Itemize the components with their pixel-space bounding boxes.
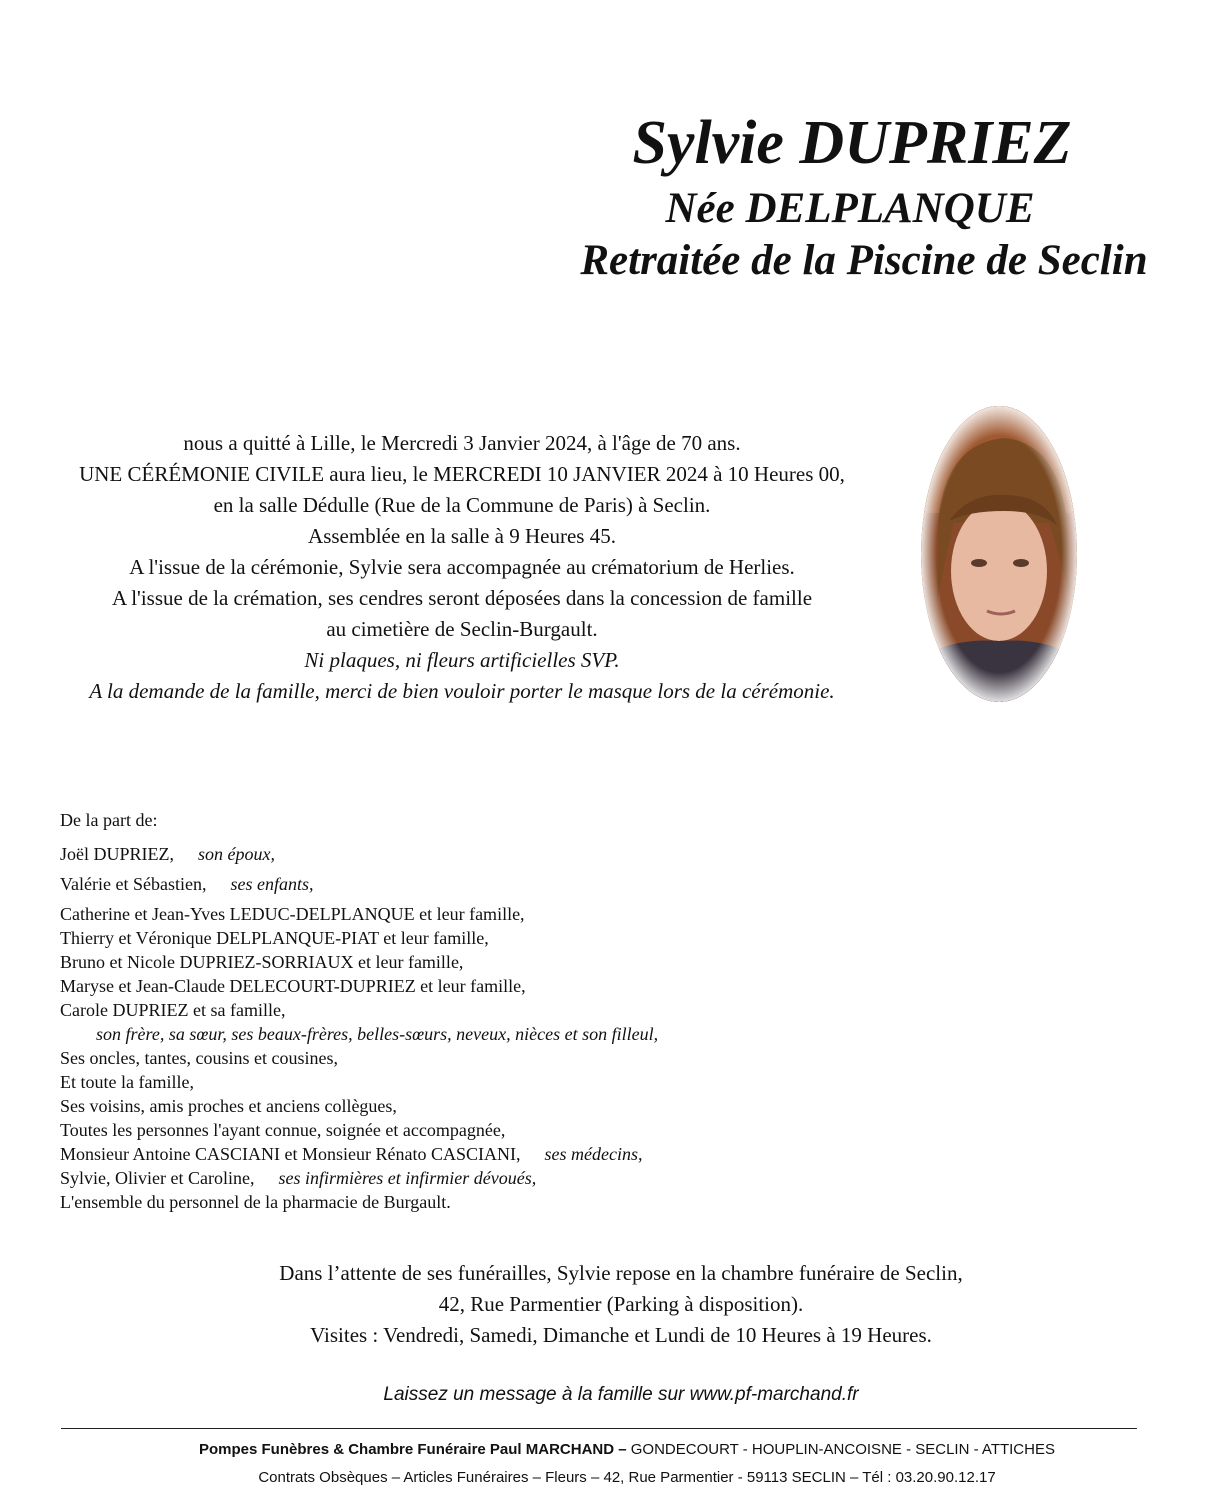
from-label: De la part de: — [60, 810, 158, 830]
family-name: Valérie et Sébastien, — [60, 874, 207, 894]
footer-divider — [61, 1428, 1137, 1429]
family-row-sibling: Maryse et Jean-Claude DELECOURT-DUPRIEZ et leur famille, — [60, 976, 526, 996]
family-relation: ses infirmières et infirmier dévoués, — [278, 1168, 537, 1188]
family-relation: ses médecins, — [544, 1144, 643, 1164]
announcement-line: nous a quitté à Lille, le Mercredi 3 Janvier 2024, à l'âge de 70 ans. — [183, 431, 741, 455]
family-row-sibling: Thierry et Véronique DELPLANQUE-PIAT et leur famille, — [60, 928, 489, 948]
funeral-line: 42, Rue Parmentier (Parking à disposition). — [438, 1292, 804, 1316]
family-row-nurses — [60, 1166, 658, 1190]
family-relation: son époux, — [198, 844, 275, 864]
announcement-note: Ni plaques, ni fleurs artificielles SVP. — [304, 648, 620, 672]
family-row-sibling: Carole DUPRIEZ et sa famille, — [60, 1000, 286, 1020]
deceased-name: Sylvie DUPRIEZ — [632, 109, 1072, 177]
family-row-sibling: Catherine et Jean-Yves LEDUC-DELPLANQUE et leur famille, — [60, 904, 525, 924]
company-locations: GONDECOURT - HOUPLIN-ANCOISNE - SECLIN - ATTICHES — [626, 1441, 1055, 1458]
announcement-note: A la demande de la famille, merci de bien vouloir porter le masque lors de la cérémonie. — [89, 679, 835, 703]
portrait-photo — [919, 403, 1079, 705]
funeral-info — [0, 1258, 1214, 1351]
family-name: Monsieur Antoine CASCIANI et Monsieur Rénato CASCIANI, — [60, 1144, 521, 1164]
announcement-line: en la salle Dédulle (Rue de la Commune de Paris) à Seclin. — [213, 493, 711, 517]
siblings-relation: son frère, sa sœur, ses beaux-frères, belles-sœurs, neveux, nièces et son filleul, — [96, 1024, 659, 1044]
funeral-line: Dans l’attente de ses funérailles, Sylvie repose en la chambre funéraire de Seclin, — [279, 1261, 963, 1285]
maiden-name: Née DELPLANQUE — [665, 185, 1035, 232]
family-row-other: Toutes les personnes l'ayant connue, soignée et accompagnée, — [60, 1120, 506, 1140]
footer-contact-line: Contrats Obsèques – Articles Funéraires – Fleurs – 42, Rue Parmentier - 59113 SECLIN – Tél : 03.20.90.12.17 — [258, 1469, 996, 1486]
family-list — [60, 808, 658, 1214]
announcement-line: A l'issue de la crémation, ses cendres seront déposées dans la concession de famille — [111, 586, 813, 610]
family-row-doctors — [60, 1142, 658, 1166]
footer — [0, 1436, 1214, 1492]
family-name: Joël DUPRIEZ, — [60, 844, 174, 864]
announcement — [20, 428, 904, 707]
family-row-pharmacy: L'ensemble du personnel de la pharmacie de Burgault. — [60, 1192, 451, 1212]
announcement-line: au cimetière de Seclin-Burgault. — [326, 617, 598, 641]
family-row-sibling: Bruno et Nicole DUPRIEZ-SORRIAUX et leur famille, — [60, 952, 464, 972]
family-row-children — [60, 872, 658, 896]
announcement-line: UNE CÉRÉMONIE CIVILE aura lieu, le MERCREDI 10 JANVIER 2024 à 10 Heures 00, — [79, 462, 845, 486]
occupation: Retraitée de la Piscine de Seclin — [580, 237, 1148, 284]
family-row-spouse — [60, 842, 658, 866]
company-name: Pompes Funèbres & Chambre Funéraire Paul MARCHAND – — [199, 1441, 627, 1458]
funeral-line: Visites : Vendredi, Samedi, Dimanche et Lundi de 10 Heures à 19 Heures. — [310, 1323, 932, 1347]
family-name: Sylvie, Olivier et Caroline, — [60, 1168, 255, 1188]
footer-company-line — [0, 1436, 1214, 1464]
condolence-message-link[interactable]: Laissez un message à la famille sur www.pf-marchand.fr — [383, 1384, 859, 1405]
family-row-other: Et toute la famille, — [60, 1072, 194, 1092]
family-row-other: Ses oncles, tantes, cousins et cousines, — [60, 1048, 338, 1068]
family-row-other: Ses voisins, amis proches et anciens collègues, — [60, 1096, 397, 1116]
family-relation: ses enfants, — [230, 874, 314, 894]
announcement-line: A l'issue de la cérémonie, Sylvie sera accompagnée au crématorium de Herlies. — [129, 555, 795, 579]
announcement-line: Assemblée en la salle à 9 Heures 45. — [308, 524, 616, 548]
